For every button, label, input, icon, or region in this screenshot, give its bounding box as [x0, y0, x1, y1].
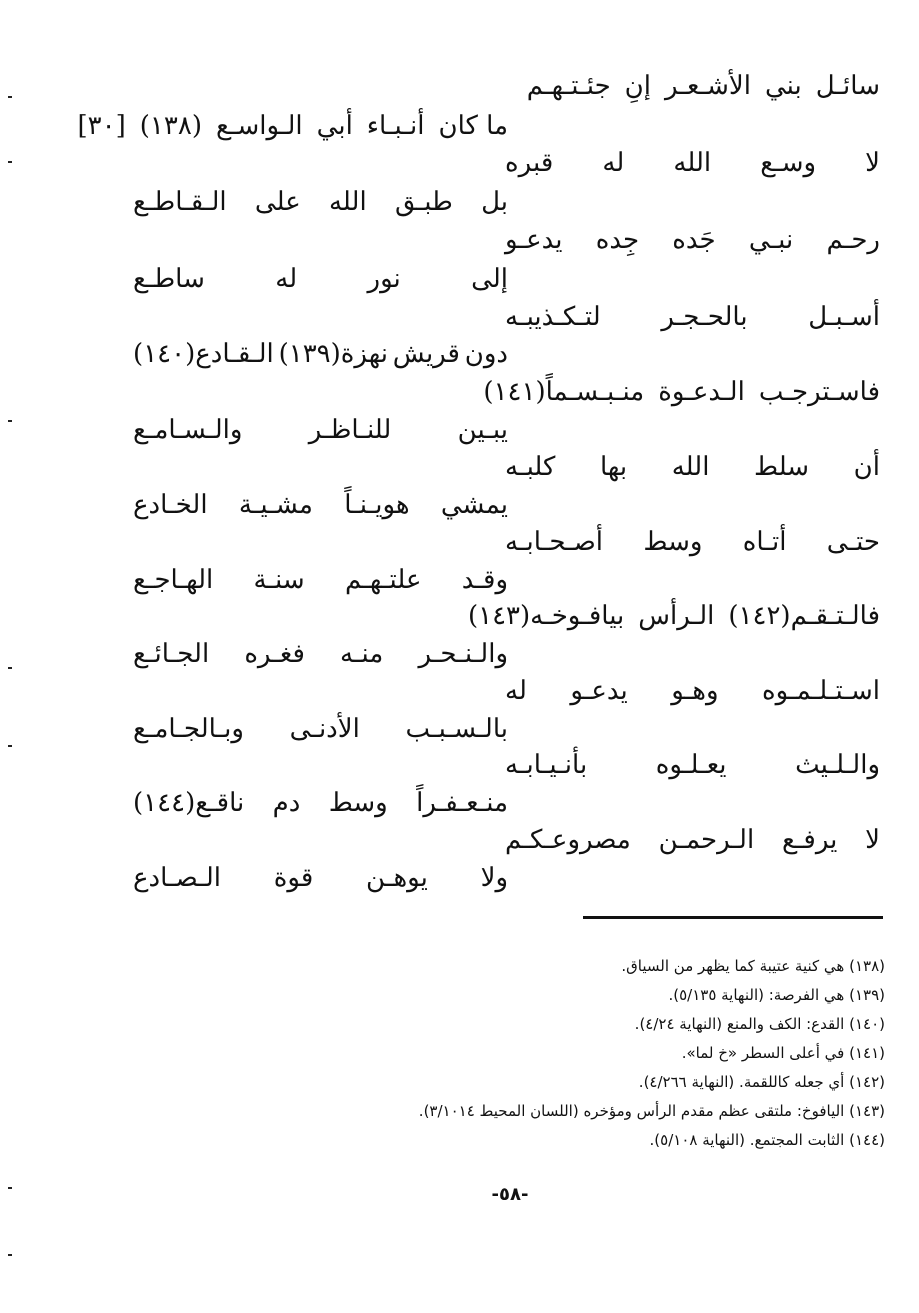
footnote-141: (١٤١) في أعلى السطر «خ لما».	[681, 1044, 885, 1062]
margin-mark	[8, 667, 12, 669]
verse-word: سائـل	[815, 71, 880, 101]
verse-word: للنـاظـر	[308, 415, 392, 445]
footnotes	[330, 952, 885, 1155]
verse-word: لتـكـذيبـه	[505, 302, 601, 332]
verse-word: أتـاه	[742, 527, 787, 557]
footnote-140: (١٤٠) القدع: الكف والمنع (النهاية ٤/٢٤).	[634, 1015, 885, 1033]
verse-word: الخـادع	[133, 490, 208, 520]
verse-line	[483, 372, 880, 412]
verse-word: قوة	[273, 863, 314, 893]
verse-word: على	[254, 187, 301, 217]
verse-word: فاسـترجـب	[758, 377, 880, 407]
verse-word: يدعـو	[505, 225, 563, 255]
verse-word: وسـع	[760, 148, 817, 178]
verse-word: سلط	[754, 452, 810, 482]
verse-word: طبـق	[394, 187, 453, 217]
verse-word: الهـاجـع	[133, 565, 214, 595]
verse-word: مصروعـكـم	[505, 825, 631, 855]
verse-word: يوهـن	[366, 863, 428, 893]
verse-word: أنـبـاء	[366, 111, 425, 141]
verse-word: وهـو	[671, 676, 719, 706]
verse-word: ناقـع(١٤٤)	[133, 788, 245, 818]
verse-word: قبره	[505, 148, 554, 178]
verse-word: الـرحمـن	[658, 825, 755, 855]
verse-word: اسـتـلـمـوه	[761, 676, 880, 706]
verse-word: الـصـادع	[133, 863, 221, 893]
verse-word: حتـى	[826, 527, 880, 557]
verse-word: يعـلـوه	[655, 750, 727, 780]
margin-mark	[8, 420, 12, 422]
verse-line	[505, 220, 880, 260]
verse-word: يدعـو	[570, 676, 628, 706]
verse-word: دون	[464, 339, 508, 369]
verse-line	[133, 485, 508, 525]
verse-word: الـقـاطـع	[133, 187, 227, 217]
margin-mark	[8, 745, 12, 747]
verse-word: له	[505, 676, 527, 706]
verse-word: بل	[481, 187, 508, 217]
verse-word: منـه	[340, 639, 384, 669]
verse-line	[467, 596, 880, 636]
verse-line	[133, 410, 508, 450]
verse-word: والـسـامـع	[133, 415, 243, 445]
verse-word: أسـبـل	[808, 302, 880, 332]
verse-word: له	[602, 148, 625, 178]
verse-word: جَده	[672, 225, 716, 255]
verse-word: منـبـسـماً(١٤١)	[483, 377, 645, 407]
verse-word: الـرأس	[638, 601, 715, 631]
verse-line	[505, 671, 880, 711]
verse-word: بالـسـبـب	[405, 714, 508, 744]
verse-line	[505, 820, 880, 860]
verse-word: بأنـيـابـه	[505, 750, 588, 780]
verse-word: أصـحـابـه	[505, 527, 604, 557]
verse-word: جئـتـهـم	[526, 71, 611, 101]
verse-word: وقـد	[461, 565, 508, 595]
verse-word: الله	[671, 452, 710, 482]
verse-word: ولا	[480, 863, 508, 893]
verse-line	[133, 783, 508, 823]
verse-line	[133, 259, 508, 299]
footnote-142: (١٤٢) أي جعله كاللقمة. (النهاية ٤/٢٦٦).	[638, 1073, 885, 1091]
verse-word: والـنـحـر	[418, 639, 508, 669]
verse-word: مشـيـة	[238, 490, 313, 520]
verse-word: الـواسـع	[215, 111, 303, 141]
verse-word: بني	[764, 71, 802, 101]
verse-line	[133, 709, 508, 749]
verse-word: أن	[853, 452, 880, 482]
verse-word: وبـالجـامـع	[133, 714, 244, 744]
margin-mark	[8, 1254, 12, 1256]
verse-word: إنِ	[624, 71, 651, 101]
verse-word: علتـهـم	[344, 565, 422, 595]
verse-word: كلبـه	[505, 452, 556, 482]
margin-mark	[8, 1187, 12, 1189]
verse-word: الـدعـوة	[658, 377, 745, 407]
verse-line	[505, 143, 880, 183]
verse-word: وسط	[643, 527, 703, 557]
verse-line	[505, 745, 880, 785]
verse-word: لا	[865, 148, 880, 178]
verse-line	[505, 447, 880, 487]
verse-word: يبـين	[457, 415, 508, 445]
verse-word: إلى	[471, 264, 508, 294]
verse-word: له	[275, 264, 298, 294]
verse-word: ما كان	[438, 111, 508, 141]
verse-word: أبي	[316, 111, 353, 141]
footnote-143: (١٤٣) اليافوخ: ملتقى عظم مقدم الرأس ومؤخره (اللسان المحيط ٣/١٠١٤).	[418, 1102, 885, 1120]
verse-word: نهزة(١٣٩)	[278, 339, 388, 369]
verse-word: [٣٠]	[77, 111, 126, 141]
verse-word: لا	[865, 825, 880, 855]
verse-word: بيافـوخـه(١٤٣)	[467, 601, 625, 631]
verse-word: منـعـفـراً	[416, 788, 508, 818]
verse-word: وسط	[328, 788, 388, 818]
verse-word: يرفـع	[781, 825, 838, 855]
verse-word: الله	[673, 148, 712, 178]
verse-word: بالحـجـر	[661, 302, 748, 332]
verse-word: فالـتـقـم(١٤٢)	[728, 601, 880, 631]
verse-word: الجـائـع	[133, 639, 210, 669]
verse-line	[77, 106, 508, 146]
verse-word: (١٣٨)	[139, 111, 202, 141]
verse-word: بها	[600, 452, 628, 482]
verse-word: والـلـيث	[795, 750, 880, 780]
verse-line	[133, 334, 508, 374]
footnote-138: (١٣٨) هي كنية عتيبة كما يظهر من السياق.	[621, 957, 885, 975]
verse-word: هويـنـاً	[344, 490, 410, 520]
margin-mark	[8, 161, 12, 163]
verse-line	[133, 182, 508, 222]
verse-word: نور	[367, 264, 401, 294]
verse-word: فغـره	[244, 639, 305, 669]
verse-word: الـقـادع(١٤٠)	[133, 339, 274, 369]
verse-word: سنـة	[253, 565, 305, 595]
verse-word: الأدنـى	[289, 714, 360, 744]
verse-line	[505, 297, 880, 337]
footnote-divider	[583, 916, 883, 919]
verse-word: دم	[272, 788, 301, 818]
verse-word: جِده	[595, 225, 640, 255]
footnote-144: (١٤٤) الثابت المجتمع. (النهاية ٥/١٠٨).	[649, 1131, 885, 1149]
verse-word: قريش	[392, 339, 460, 369]
verse-line	[505, 522, 880, 562]
verse-word: الأشـعـر	[665, 71, 751, 101]
verse-word: يمشي	[440, 490, 508, 520]
verse-word: ساطـع	[133, 264, 205, 294]
verse-word: نبـي	[748, 225, 794, 255]
page-number: -٥٨-	[491, 1184, 529, 1205]
verse-line	[133, 560, 508, 600]
verse-line	[133, 858, 508, 898]
verse-word: رحـم	[826, 225, 880, 255]
margin-mark	[8, 96, 12, 98]
verse-line	[505, 66, 880, 106]
verse-line	[133, 634, 508, 674]
verse-word: الله	[328, 187, 367, 217]
footnote-139: (١٣٩) هي الفرصة: (النهاية ٥/١٣٥).	[668, 986, 885, 1004]
